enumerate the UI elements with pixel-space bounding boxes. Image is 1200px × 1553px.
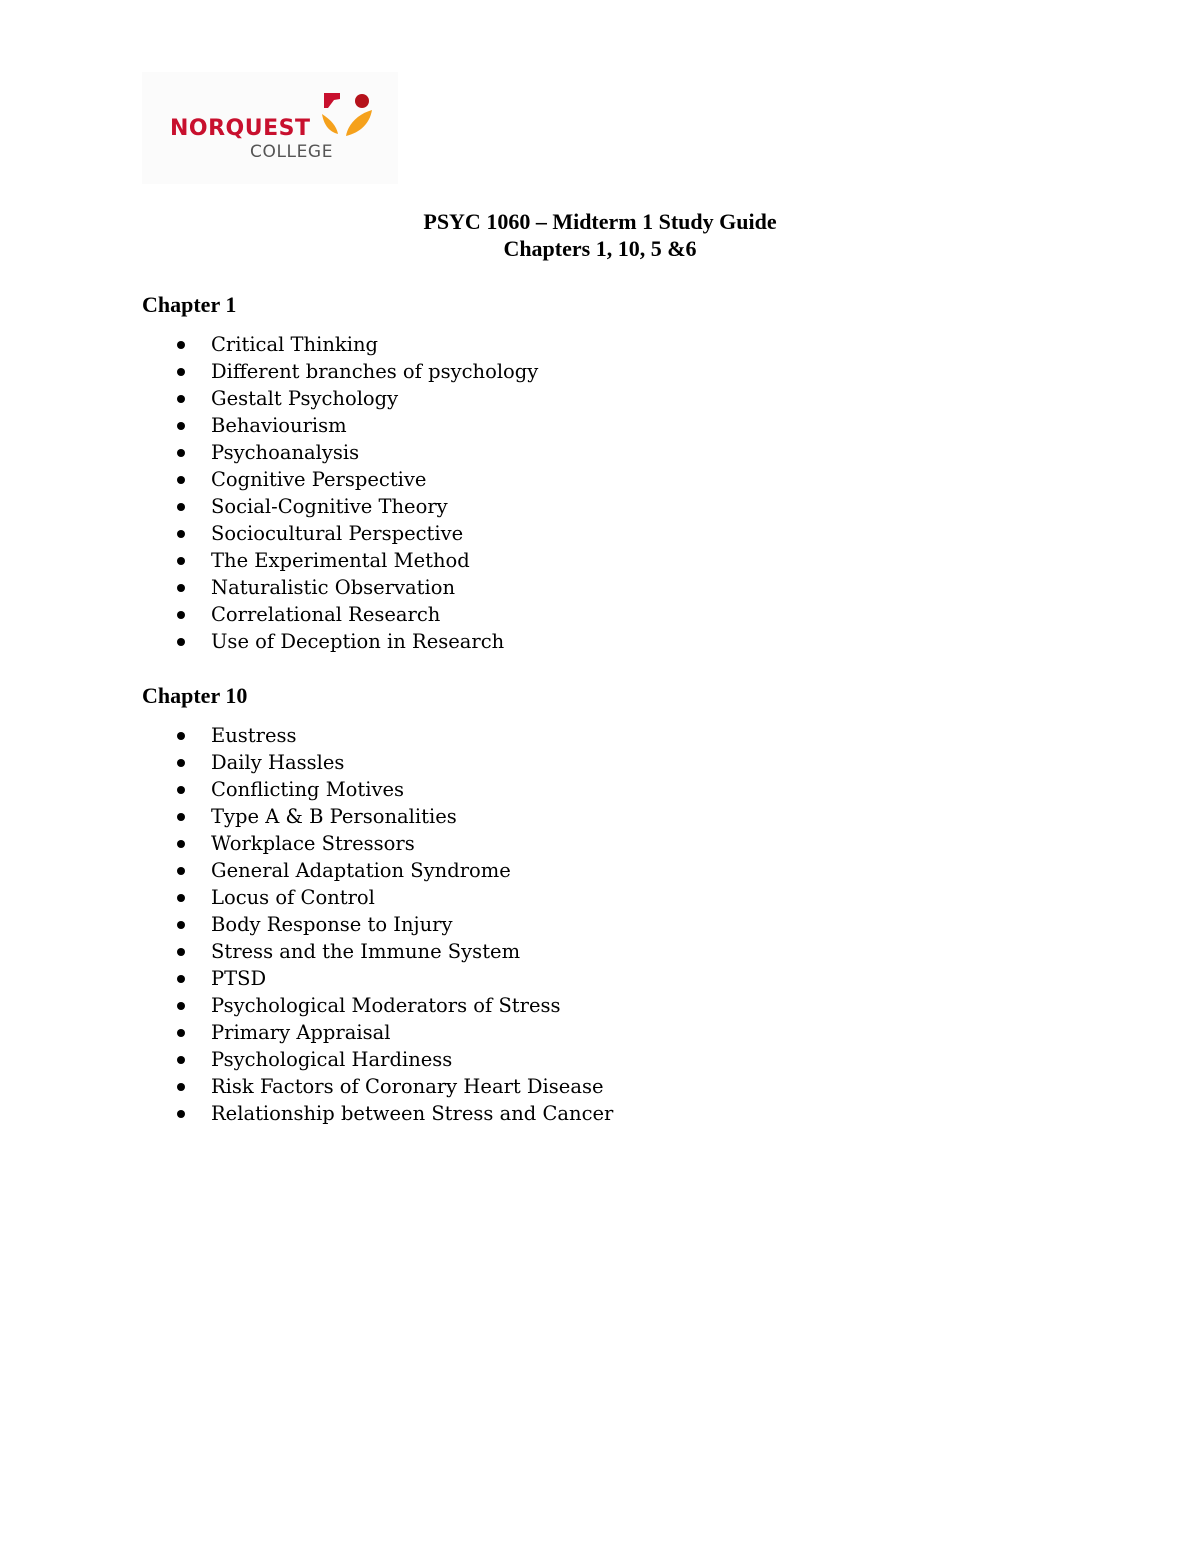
bullet-icon: [177, 894, 185, 902]
bullet-icon: [177, 840, 185, 848]
bullet-icon: [177, 422, 185, 430]
bullet-icon: [177, 1110, 185, 1118]
bullet-icon: [177, 1083, 185, 1091]
bullet-icon: [177, 1002, 185, 1010]
bullet-icon: [177, 867, 185, 875]
topic-label: Different branches of psychology: [211, 360, 539, 383]
bullet-icon: [177, 975, 185, 983]
document-title: PSYC 1060 – Midterm 1 Study Guide: [423, 209, 777, 234]
norquest-college-logo: [142, 72, 398, 184]
bullet-icon: [177, 813, 185, 821]
list-item: [142, 466, 942, 493]
logo-name-line2: COLLEGE: [250, 142, 334, 162]
list-item: [142, 776, 942, 803]
topic-label: Daily Hassles: [211, 751, 345, 774]
topic-label: Social-Cognitive Theory: [211, 495, 448, 518]
topic-label: PTSD: [211, 967, 267, 990]
list-item: [142, 857, 942, 884]
bullet-icon: [177, 759, 185, 767]
topic-label: Correlational Research: [211, 603, 441, 626]
chapter-heading: Chapter 1: [142, 292, 237, 317]
chapter-heading: Chapter 10: [142, 683, 248, 708]
bullet-icon: [177, 584, 185, 592]
list-item: [142, 1046, 942, 1073]
topic-label: Relationship between Stress and Cancer: [211, 1102, 614, 1125]
topic-label: Stress and the Immune System: [211, 940, 521, 963]
list-item: [142, 830, 942, 857]
list-item: [142, 992, 942, 1019]
topic-label: Primary Appraisal: [211, 1021, 391, 1044]
list-item: [142, 911, 942, 938]
bullet-icon: [177, 921, 185, 929]
topic-label: Psychological Hardiness: [211, 1048, 453, 1071]
list-item: [142, 803, 942, 830]
list-item: [142, 628, 942, 655]
topic-label: Body Response to Injury: [211, 913, 453, 936]
chapter-section: [142, 291, 942, 655]
list-item: [142, 520, 942, 547]
bullet-icon: [177, 786, 185, 794]
list-item: [142, 938, 942, 965]
topic-label: Use of Deception in Research: [211, 630, 505, 653]
list-item: [142, 749, 942, 776]
list-item: [142, 439, 942, 466]
list-item: [142, 574, 942, 601]
list-item: [142, 601, 942, 628]
chapter-section: [142, 682, 942, 1127]
topic-label: The Experimental Method: [211, 549, 470, 572]
list-item: [142, 1073, 942, 1100]
topic-list: [142, 722, 942, 1127]
bullet-icon: [177, 638, 185, 646]
list-item: [142, 1019, 942, 1046]
bullet-icon: [177, 611, 185, 619]
topic-label: Workplace Stressors: [211, 832, 415, 855]
list-item: [142, 493, 942, 520]
bullet-icon: [177, 948, 185, 956]
list-item: [142, 385, 942, 412]
topic-label: Cognitive Perspective: [211, 468, 427, 491]
topic-label: Conflicting Motives: [211, 778, 405, 801]
bullet-icon: [177, 476, 185, 484]
list-item: [142, 884, 942, 911]
bullet-icon: [177, 732, 185, 740]
topic-label: General Adaptation Syndrome: [211, 859, 511, 882]
list-item: [142, 412, 942, 439]
topic-list: [142, 331, 942, 655]
topic-label: Risk Factors of Coronary Heart Disease: [211, 1075, 604, 1098]
bullet-icon: [177, 395, 185, 403]
list-item: [142, 1100, 942, 1127]
topic-label: Behaviourism: [211, 414, 347, 437]
topic-label: Eustress: [211, 724, 297, 747]
bullet-icon: [177, 503, 185, 511]
bullet-icon: [177, 557, 185, 565]
bullet-icon: [177, 1029, 185, 1037]
topic-label: Type A & B Personalities: [211, 805, 457, 828]
bullet-icon: [177, 1056, 185, 1064]
list-item: [142, 358, 942, 385]
topic-label: Psychoanalysis: [211, 441, 360, 464]
topic-label: Gestalt Psychology: [211, 387, 399, 410]
list-item: [142, 331, 942, 358]
topic-label: Psychological Moderators of Stress: [211, 994, 561, 1017]
topic-label: Sociocultural Perspective: [211, 522, 464, 545]
topic-label: Critical Thinking: [211, 333, 378, 356]
bullet-icon: [177, 368, 185, 376]
bullet-icon: [177, 530, 185, 538]
document-header: [0, 208, 1200, 262]
document-subtitle: Chapters 1, 10, 5 &6: [503, 236, 697, 261]
bullet-icon: [177, 341, 185, 349]
list-item: [142, 547, 942, 574]
topic-label: Naturalistic Observation: [211, 576, 456, 599]
list-item: [142, 722, 942, 749]
logo-name-line1: NORQUEST: [170, 116, 311, 141]
list-item: [142, 965, 942, 992]
topic-label: Locus of Control: [211, 886, 375, 909]
bullet-icon: [177, 449, 185, 457]
